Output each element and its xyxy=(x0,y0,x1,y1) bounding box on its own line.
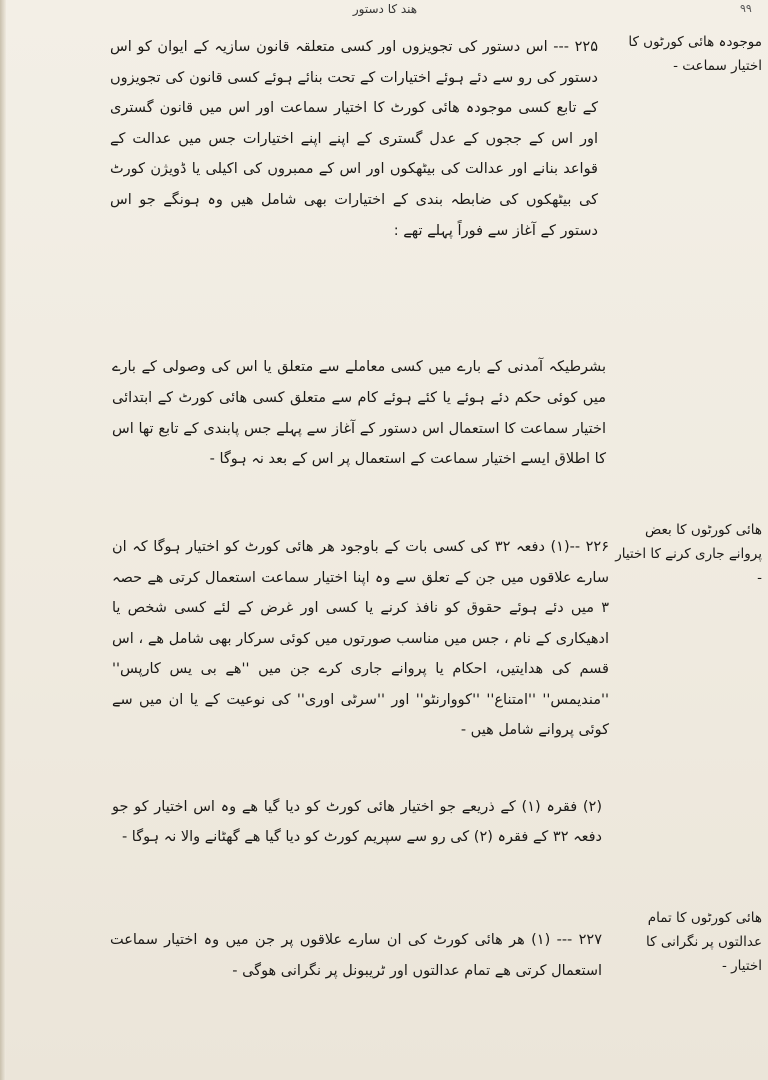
article-227-clause-1: ۲۲۷ --- (۱) ھر ھائی کورٹ کی ان سارے علاقوں پر جن میں وہ اختیار سماعت استعمال کرتی ھے تمام عدالتوں اور ٹریبونل پر نگرانی ھوگی - xyxy=(110,932,603,979)
margin-note-article-226: ھائی کورٹوں کا بعض پروانے جاری کرنے کا اختیار - xyxy=(615,522,762,586)
article-226-clause-1: ۲۲۶ --(۱) دفعہ ۳۲ کی کسی بات کے باوجود ھر ھائی کورٹ کو اختیار ہوگا کہ ان سارے علاقوں میں جن کے تعلق سے وہ اپنا اختیار سماعت استعمال کرتی ھے حصہ ۳ میں دئے ہوئے حقوق کو نافذ کرنے یا کسی اور غرض کے لئے کسی شخص یا ادھیکاری کے نام ، جس میں مناسب صورتوں میں کوئی سرکار بھی شامل ھے ، اس قسم کی ھدایتیں، احکام یا پروانے جاری کرے جن میں ''ھے بی یس کارپس'' ''مندیمس'' ''امتناع'' ''کووارنٹو'' اور ''سرٹی اوری'' کی نوعیت کے یا ان میں سے کوئی پروانے شامل ھیں - xyxy=(112,539,609,738)
article-225-text: ۲۲۵ --- اس دستور کی تجویزوں اور کسی متعلقہ قانون سازیہ کے ایوان کو اس دستور کی رو سے دئے ہوئے اختیارات کے تحت بنائے ہوئے کسی قانون کی تجویزوں کے تابع کسی موجودہ ھائی کورٹ کا اختیار سماعت اور اس میں قانون گستری اور اس کے ججوں کے عدل گستری کے اپنے اپنے اختیارات جس میں عدالت کے قواعد بنانے اور عدالت کی بیٹھکوں اور اس کے ممبروں کی اکیلی یا ڈویژن کورٹ کی بیٹھکوں کی ضابطہ بندی کے اختیارات بھی شامل ھیں وہ ہونگے جو اس دستور کے آغاز سے فوراً پہلے تھے : xyxy=(110,39,598,239)
proviso-text: بشرطیکہ آمدنی کے بارے میں کسی معاملے سے متعلق یا اس کی وصولی کے بارے میں کوئی حکم دئے ہوئے یا کئے ہوئے کام سے متعلق کسی ھائی کورٹ کے ابتدائی اختیار سماعت کا استعمال اس دستور کے آغاز سے پہلے جس پابندی کے تابع تھا اس کا اطلاق ایسے اختیار سماعت کے استعمال پر اس کے بعد نہ ہوگا - xyxy=(112,359,606,468)
margin-note-article-225: موجودہ ھائی کورٹوں کا اختیار سماعت - xyxy=(628,34,762,74)
page-edge-shadow xyxy=(0,0,6,1080)
margin-note-article-227: ھائی کورٹوں کا تمام عدالتوں پر نگرانی کا اختیار - xyxy=(645,910,762,974)
page-number: ۹۹ xyxy=(740,2,752,15)
article-226-clause-2: (۲) فقرہ (۱) کے ذریعے جو اختیار ھائی کورٹ کو دیا گیا ھے وہ اس اختیار کو جو دفعہ ۳۲ کے فقرہ (۲) کی رو سے سپریم کورٹ کو دیا گیا ھے گھٹانے والا نہ ہوگا - xyxy=(112,799,603,845)
running-header: ھند کا دستور xyxy=(352,2,418,16)
